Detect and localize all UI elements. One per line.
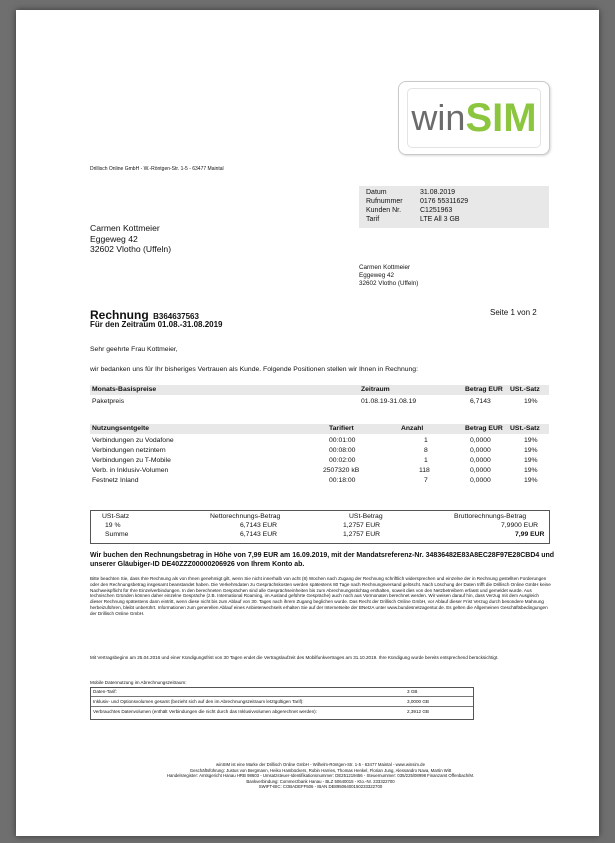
- row-cell: 0,0000: [470, 457, 491, 464]
- logo-frame: [407, 88, 541, 148]
- mobile-data-row: [91, 688, 473, 697]
- header-cell: Zeitraum: [361, 386, 390, 393]
- info-row-phone: [366, 198, 468, 205]
- footer-line: SWIFT-BIC: COBADEFF506 - IBAN DE89506400150233322700: [258, 784, 383, 790]
- recipient-name: Carmen Kottmeier: [359, 264, 411, 271]
- row-cell: Verbindungen zu T-Mobile: [92, 457, 171, 464]
- logo-sim-text: SIM: [465, 95, 537, 140]
- row-cell: 0,0000: [470, 437, 491, 444]
- info-value: C1251963: [420, 207, 453, 214]
- payment-notice: Wir buchen den Rechnungsbetrag in Höhe von 7,99 EUR am 16.09.2019, mit der Mandatsreferenz-Nr. 34836482E83A8EC28F97E28CBD4 und unserer Gläubiger-ID DE40ZZZ00000206926 von Ihrem Konto ab.: [90, 552, 555, 568]
- intro-text: wir bedanken uns für Ihr bisheriges Vertrauen als Kunde. Folgende Positionen stellen wir Ihnen in Rechnung:: [90, 366, 418, 373]
- info-label: Tarif: [366, 216, 380, 223]
- row-cell: Paketpreis: [92, 398, 125, 405]
- page-number: Seite 1 von 2: [490, 308, 537, 317]
- footer-line: Handelsregister: Amtsgericht Hanau HRB 98603 - Umsatzsteuer-Identifikationsnummer: DE251219456 - Steuernummer: 035/225/08998 Finanzamt Offenbach/M.: [166, 773, 475, 779]
- row-cell: 19%: [524, 467, 538, 474]
- invoice-info-box: [359, 186, 549, 228]
- recipient-street: Eggeweg 42: [359, 272, 395, 279]
- header-cell: Nutzungsentgelte: [92, 425, 150, 432]
- summary-cell: 7,9900 EUR: [501, 522, 539, 529]
- header-cell: Betrag EUR: [465, 425, 503, 432]
- header-cell: USt.-Satz: [510, 386, 540, 393]
- invoice-number: B364637563: [153, 312, 199, 321]
- table-row: [90, 437, 549, 446]
- info-value: 31.08.2019: [420, 189, 456, 196]
- summary-cell: 1,2757 EUR: [343, 522, 381, 529]
- row-cell: 19%: [524, 447, 538, 454]
- mobile-data-label: Verbrauchtes Datenvolumen (enthält Verbindungen die nicht durch das Inklusivvolumen abgerechnet werden):: [93, 709, 317, 714]
- mobile-data-value: 2,3912 GB: [407, 709, 429, 714]
- row-cell: 00:01:00: [329, 437, 356, 444]
- mobile-data-row: [91, 708, 473, 716]
- mobile-data-title: Mobile Datennutzung im Abrechnungszeitraum:: [90, 680, 187, 685]
- info-label: Datum: [366, 189, 387, 196]
- header-cell: USt.-Satz: [510, 425, 540, 432]
- row-cell: Verbindungen zu Vodafone: [92, 437, 174, 444]
- summary-header: Nettorechnungs-Betrag: [210, 513, 281, 520]
- info-label: Kunden Nr.: [366, 207, 402, 214]
- recipient-city: 32602 Vlotho (Uffeln): [90, 244, 172, 254]
- table-row: [90, 457, 549, 466]
- header-cell: Tarifiert: [329, 425, 354, 432]
- row-cell: 118: [419, 467, 430, 474]
- row-cell: 0,0000: [470, 477, 491, 484]
- info-row-customer: [366, 207, 452, 214]
- row-cell: 7: [424, 477, 428, 484]
- row-cell: 01.08.19-31.08.19: [361, 398, 417, 405]
- row-cell: 2507320 kB: [323, 467, 360, 474]
- row-cell: 00:08:00: [329, 447, 356, 454]
- recipient-address: [90, 223, 171, 255]
- summary-cell: 19 %: [105, 522, 121, 529]
- row-cell: 19%: [524, 398, 538, 405]
- recipient-street: Eggeweg 42: [90, 233, 138, 244]
- usage-table-header: [90, 424, 549, 434]
- mobile-data-box: [90, 687, 474, 720]
- row-cell: Festnetz Inland: [92, 477, 139, 484]
- invoice-page: [16, 10, 599, 836]
- row-cell: Verb. in Inklusiv-Volumen: [92, 467, 169, 474]
- table-row: [90, 447, 549, 456]
- contract-notice: Mit Vertragsbeginn am 25.04.2016 und einer Kündigungsfrist von 30 Tagen endet die Vertragslaufzeit des Mobilfunkvertrages am 31.10.2019. Ihre Kündigung wurde bereits entsprechend berücksichtigt.: [90, 655, 499, 660]
- footer-line: winSIM ist eine Marke der Drillisch Online GmbH - Wilhelm-Röntgen-Str. 1-5 - 63477 Maintal - www.winsim.de: [216, 762, 425, 767]
- invoice-title-text: Rechnung: [90, 308, 149, 322]
- summary-cell: Summe: [105, 531, 129, 538]
- invoice-period: Für den Zeitraum 01.08.-31.08.2019: [90, 320, 223, 329]
- info-value: LTE All 3 GB: [420, 216, 460, 223]
- table-row: [90, 477, 549, 486]
- recipient-city: 32602 Vlotho (Uffeln): [359, 280, 419, 287]
- row-cell: Verbindungen netzintern: [92, 447, 166, 454]
- row-cell: 19%: [524, 437, 538, 444]
- table-row: [90, 467, 549, 476]
- row-cell: 00:02:00: [329, 457, 356, 464]
- summary-header: Bruttorechnungs-Betrag: [454, 513, 527, 520]
- tax-summary-box: [90, 510, 550, 544]
- mobile-data-value: 3,0000 GB: [407, 699, 429, 704]
- footer-line: Bankverbindung: Commerzbank Hanau - BLZ 50640015 - Kto.-Nr. 233322700: [246, 778, 395, 784]
- row-cell: 1: [424, 457, 428, 464]
- sender-line: Drillisch Online GmbH - W.-Röntgen-Str. 1-5 - 63477 Maintal: [90, 166, 224, 172]
- mobile-data-label: Daten-Tarif:: [93, 689, 117, 694]
- summary-cell: 6,7143 EUR: [240, 531, 278, 538]
- info-row-date: [366, 189, 455, 196]
- row-cell: 19%: [524, 457, 538, 464]
- legal-notice: Bitte beachten Sie, dass Ihre Rechnung als von Ihnen genehmigt gilt, wenn Sie nicht innerhalb von acht (8) Wochen nach Zugang der Rechnung schriftlich widersprechen und einzelne der in Rechnung gestellten Forderungen oder den Rechnungsbetrag insgesamt beanstandet haben. Die Verkehrsdaten zu Gesprächskosten werden spätestens 80 Tage nach Rechnungsversand gelöscht. Nach Löschung der Daten trifft die Drillisch Online GmbH keine Nachweispflicht für Ihre Einzelverbindungen. In den berechneten Gesprächen sind alle Gesprächseinheiten bis zum Abrechnungsstichtag enthalten, soweit dies von den Netzbetreibern erfasst und gemeldet wurde. Aus technischen Gründen können daher einzelne Gespräche (z.B. International Roaming, im Ausland geführte Gespräche) auch noch aus Vormonaten berechnet werden. Wir weisen darauf hin, dass Verzug mit dem Ausgleich dieser Rechnung spätestens dann eintritt, wenn diese nicht bis zum Ablauf von 30. Tages nach ihrem Zugang beglichen wurde. Das Recht der Drillisch Online GmbH, vor Ablauf dieser Frist Verzug durch besondere Mahnung herbeizuführen, bleibt unberührt. Informationen zum generellen Ablauf eines Anbieterwechsels erhalten Sie auf der Internetseite der BNetzA unter www.bundesnetzagentur.de. Es gelten die Allgemeinen Geschäftsbedingungen der Drillisch Online GmbH.: [90, 576, 551, 616]
- row-cell: 00:18:00: [329, 477, 356, 484]
- recipient-address-small: [359, 264, 418, 288]
- mobile-data-value: 3 GB: [407, 689, 418, 694]
- header-cell: Anzahl: [401, 425, 424, 432]
- row-cell: 0,0000: [470, 467, 491, 474]
- mobile-data-label: Inklusiv- und Optionsvolumen gesamt (bezieht sich auf den im Abrechnungszeitraum letztgültigen Tarif):: [93, 699, 304, 704]
- header-cell: Betrag EUR: [465, 386, 503, 393]
- summary-cell: 1,2757 EUR: [343, 531, 381, 538]
- winsim-logo: [398, 81, 550, 155]
- row-cell: 0,0000: [470, 447, 491, 454]
- summary-header: USt-Satz: [102, 513, 130, 520]
- salutation: Sehr geehrte Frau Kottmeier,: [90, 346, 178, 353]
- info-label: Rufnummer: [366, 198, 403, 205]
- row-cell: 8: [424, 447, 428, 454]
- footer-line: Geschäftsführung: Justus von Bergmann, Heiko Hambückers, Robin Harries, Thomas Henkel, Florian Jung, Alessandro Nava, Martin Witt: [189, 767, 452, 773]
- company-footer: [90, 762, 551, 790]
- mobile-data-row: [91, 698, 473, 707]
- summary-header: USt-Betrag: [349, 513, 383, 520]
- header-cell: Monats-Basispreise: [92, 386, 157, 393]
- summary-total: 7,99 EUR: [515, 531, 545, 538]
- row-cell: 19%: [524, 477, 538, 484]
- info-value: 0176 55311629: [420, 198, 469, 205]
- recipient-name: Carmen Kottmeier: [90, 223, 160, 233]
- info-row-tariff: [366, 216, 460, 223]
- logo-win-text: win: [411, 97, 466, 138]
- table-row: [90, 398, 549, 407]
- row-cell: 1: [424, 437, 428, 444]
- row-cell: 6,7143: [470, 398, 491, 405]
- monthly-table-header: [90, 385, 549, 395]
- summary-cell: 6,7143 EUR: [240, 522, 278, 529]
